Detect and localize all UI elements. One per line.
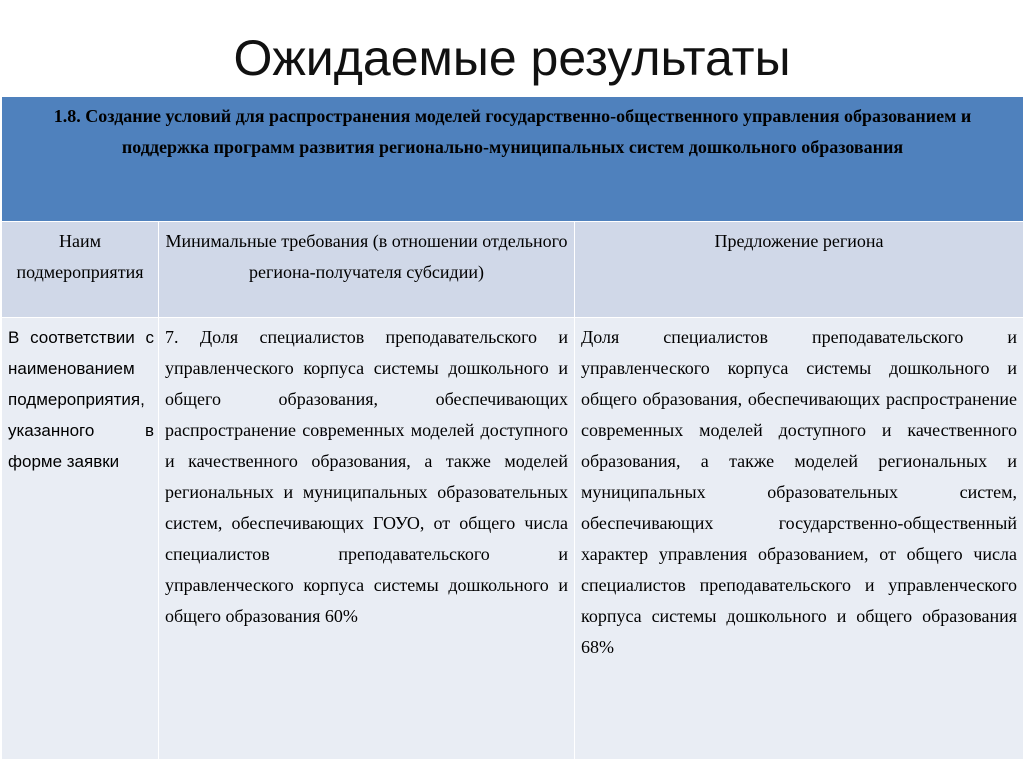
cell-subevent-name: В соответствии с наименованием подмероприятия, указанного в форме заявки [2,318,159,760]
slide-title: Ожидаемые результаты [233,30,791,86]
column-header-minimum-requirements: Минимальные требования (в отношении отдельного региона-получателя субсидии) [159,222,575,318]
results-table [1,96,1024,760]
column-header-row [2,222,1024,318]
table-header-row [2,97,1024,222]
column-header-name: Наим подмероприятия [2,222,159,318]
cell-minimum-requirement: 7. Доля специалистов преподавательского и управленческого корпуса системы дошкольного и общего образования, обеспечивающих распространение современных моделей доступного и качественного образования, а также моделей региональных и муниципальных образовательных систем, обеспечивающих ГОУО, от общего числа специалистов преподавательского и управленческого корпуса системы дошкольного и общего образования 60% [159,318,575,760]
table-row [2,318,1024,760]
cell-region-proposal: Доля специалистов преподавательского и управленческого корпуса системы дошкольного и общего образования, обеспечивающих распространение современных моделей доступного и качественного образования, а также моделей региональных и муниципальных образовательных систем, обеспечивающих государственно-общественный характер управления образованием, от общего числа специалистов преподавательского и управленческого корпуса системы дошкольного и общего образования 68% [575,318,1024,760]
column-header-region-proposal: Предложение региона [575,222,1024,318]
table-header-cell: 1.8. Создание условий для распространения моделей государственно-общественного управления образованием и поддержка программ развития регионально-муниципальных систем дошкольного образования [2,97,1024,222]
